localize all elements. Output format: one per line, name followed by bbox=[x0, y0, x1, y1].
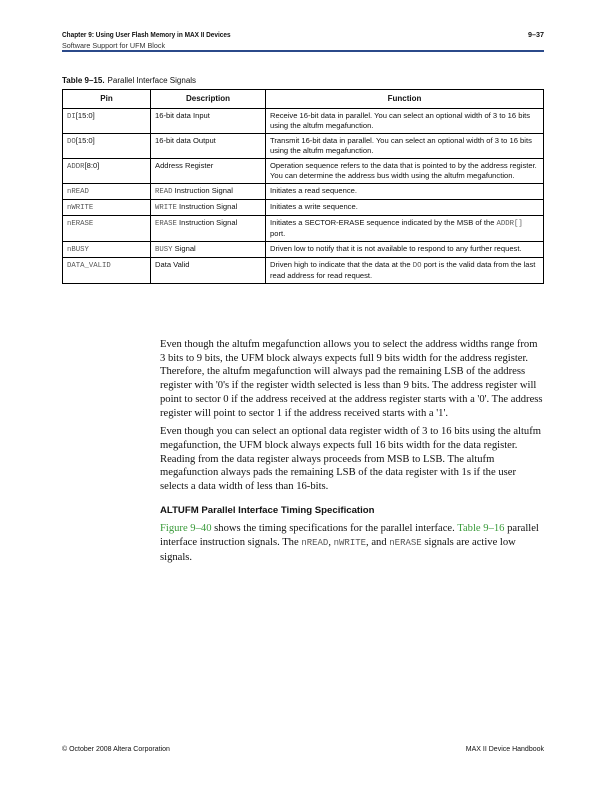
function-cell bbox=[266, 184, 544, 200]
cell-text: Instruction Signal bbox=[172, 186, 233, 195]
col-function: Function bbox=[266, 90, 544, 109]
figure-link[interactable]: Figure 9–40 bbox=[160, 523, 212, 535]
cell-text: Initiates a SECTOR-ERASE sequence indicated by the MSB of the bbox=[270, 218, 497, 227]
description-cell bbox=[151, 242, 266, 258]
description-cell bbox=[151, 134, 266, 159]
paragraph: Even though you can select an optional data register width of 3 to 16 bits using the altufm megafunction, the UFM block always expects full 16 bits width for the data register. Reading from the data register always proceeds from MSB to LSB. The altufm megafunction always pads the remaining LSB of the data register with 1s if the user selects a data width of less than 16-bits. bbox=[160, 426, 541, 493]
function-cell bbox=[266, 109, 544, 134]
cell-text: Instruction Signal bbox=[176, 202, 238, 211]
table-caption bbox=[62, 76, 196, 85]
text: shows the timing specifications for the parallel interface. bbox=[211, 523, 458, 535]
signal-name: nREAD bbox=[301, 538, 329, 549]
col-description: Description bbox=[151, 90, 266, 109]
page-number: 9–37 bbox=[528, 30, 544, 39]
cell-text: Initiates a write sequence. bbox=[270, 202, 358, 211]
page-header bbox=[62, 30, 544, 50]
pin-cell bbox=[63, 200, 151, 216]
copyright: © October 2008 Altera Corporation bbox=[62, 746, 170, 753]
table-row bbox=[63, 159, 544, 184]
signal-name: nBUSY bbox=[67, 246, 89, 254]
signal-name: nREAD bbox=[67, 188, 89, 196]
table-row bbox=[63, 134, 544, 159]
signal-name: DI bbox=[67, 113, 76, 121]
table-title: Parallel Interface Signals bbox=[107, 76, 197, 85]
pin-cell bbox=[63, 258, 151, 284]
text: parallel interface instruction signals. The bbox=[160, 523, 539, 549]
signal-name: BUSY bbox=[155, 246, 173, 254]
cell-text: port. bbox=[270, 229, 286, 238]
table-row bbox=[63, 258, 544, 284]
header-rule bbox=[62, 50, 544, 52]
paragraph: Even though the altufm megafunction allows you to select the address widths range from 3 bits to 9 bits, the UFM block always expects full 9 bits width for the address register. Therefore, the altufm megafunction will always pad the remaining LSB of the address register with '0's if the register width selected is less than 9 bits. The address register will point to sector 0 if the address received at the address register starts with a '0'. The address register will point to sector 1 if the address received starts with a '1'. bbox=[160, 339, 543, 419]
table-link[interactable]: Table 9–16 bbox=[457, 523, 505, 535]
pin-cell bbox=[63, 184, 151, 200]
cell-text: 16-bit data Input bbox=[155, 111, 210, 120]
description-cell bbox=[151, 109, 266, 134]
signal-name: DO bbox=[412, 262, 422, 270]
col-pin: Pin bbox=[63, 90, 151, 109]
description-cell bbox=[151, 258, 266, 284]
pin-cell bbox=[63, 159, 151, 184]
chapter-title: Chapter 9: Using User Flash Memory in MAX II Devices bbox=[62, 30, 231, 39]
table-row bbox=[63, 109, 544, 134]
pin-cell bbox=[63, 242, 151, 258]
cell-text: Signal bbox=[172, 244, 196, 253]
signal-name: nERASE bbox=[389, 538, 422, 549]
signal-name: DATA_VALID bbox=[67, 262, 111, 270]
handbook-title: MAX II Device Handbook bbox=[465, 746, 544, 753]
cell-text: Instruction Signal bbox=[176, 218, 238, 227]
cell-text: Initiates a read sequence. bbox=[270, 186, 357, 195]
cell-text: Operation sequence refers to the data that is pointed to by the address register. You can determine the address bus width using the altufm megafunction. bbox=[270, 161, 537, 180]
pin-cell bbox=[63, 216, 151, 242]
signal-name: nWRITE bbox=[67, 204, 94, 212]
cell-text: 16-bit data Output bbox=[155, 136, 216, 145]
text: , bbox=[328, 537, 334, 549]
signal-name: ADDR bbox=[67, 163, 85, 171]
paragraph bbox=[160, 522, 544, 564]
pin-cell bbox=[63, 109, 151, 134]
cell-text: [15:0] bbox=[75, 111, 95, 120]
table-row bbox=[63, 200, 544, 216]
cell-text: Driven high to indicate that the data at the bbox=[270, 260, 413, 269]
cell-text: Address Register bbox=[155, 161, 214, 170]
signal-name: WRITE bbox=[155, 204, 177, 212]
table-row bbox=[63, 184, 544, 200]
function-cell bbox=[266, 242, 544, 258]
table-number: Table 9–15. bbox=[62, 76, 105, 85]
text: signals are active low signals. bbox=[160, 537, 516, 563]
table-row bbox=[63, 216, 544, 242]
cell-text: Transmit 16-bit data in parallel. You can select an optional width of 3 to 16 bits using the altufm megafunction. bbox=[270, 136, 532, 155]
signals-table bbox=[62, 89, 544, 284]
function-cell bbox=[266, 216, 544, 242]
pin-cell bbox=[63, 134, 151, 159]
function-cell bbox=[266, 258, 544, 284]
description-cell bbox=[151, 216, 266, 242]
table-row bbox=[63, 242, 544, 258]
signal-name: READ bbox=[155, 188, 173, 196]
cell-text: port is the valid data from the last read address for read request. bbox=[270, 260, 536, 280]
cell-text: [8:0] bbox=[84, 161, 100, 170]
page-footer bbox=[62, 746, 544, 753]
cell-text: Receive 16-bit data in parallel. You can select an optional width of 3 to 16 bits using the altufm megafunction. bbox=[270, 111, 531, 130]
function-cell bbox=[266, 200, 544, 216]
signal-name: ADDR[] bbox=[496, 220, 523, 228]
function-cell bbox=[266, 159, 544, 184]
cell-text: [15:0] bbox=[75, 136, 95, 145]
description-cell bbox=[151, 159, 266, 184]
cell-text: Data Valid bbox=[155, 260, 190, 269]
cell-text: Driven low to notify that it is not available to respond to any further request. bbox=[270, 244, 522, 253]
signal-name: DO bbox=[67, 138, 76, 146]
signal-name: nWRITE bbox=[333, 538, 367, 549]
description-cell bbox=[151, 200, 266, 216]
body-text bbox=[160, 338, 544, 570]
function-cell bbox=[266, 134, 544, 159]
section-heading: ALTUFM Parallel Interface Timing Specification bbox=[160, 504, 375, 516]
signal-name: nERASE bbox=[67, 220, 94, 228]
description-cell bbox=[151, 184, 266, 200]
text: , and bbox=[366, 537, 390, 549]
signal-name: ERASE bbox=[155, 220, 177, 228]
section-title: Software Support for UFM Block bbox=[62, 41, 166, 50]
